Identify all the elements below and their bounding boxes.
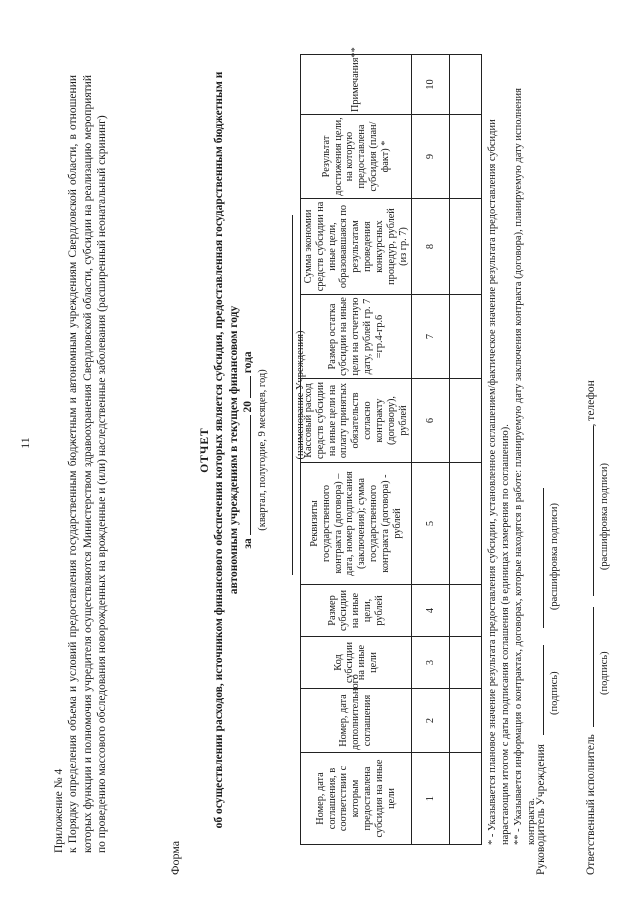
period-blank [250, 415, 251, 535]
executor-signature-notes [598, 463, 611, 695]
signature-note: (подпись) [549, 671, 560, 715]
table-header-cell: Номер, дата соглашения, в соответствии с которым предоставлена субсидия на иные цели [301, 753, 412, 845]
footnotes [486, 55, 539, 845]
column-number: 8 [412, 199, 450, 295]
table-cell [450, 637, 482, 689]
table-header-cell: Код субсидии на иные цели [301, 637, 412, 689]
table-cell [450, 689, 482, 753]
column-number: 5 [412, 463, 450, 585]
executor-signature-line: Ответственный исполнитель , телефон [585, 380, 597, 875]
appendix-block [52, 75, 110, 853]
table-cell [450, 585, 482, 637]
executor-decryption-blank [593, 426, 594, 596]
table-header-cell: Номер, дата дополнительного соглашения [301, 689, 412, 753]
table-header-cell: Примечания** [301, 55, 412, 115]
footnote-2: ** - Указывается информация о контрактах, договорах, которые находятся в работе: планируемую дату заключения контракта (договора), планируемую дату исполнения контракта. [513, 88, 538, 845]
table-header-cell: Размер остатка субсидии на иные цели на отчетную дату, рублей гр. 7 =гр.4-гр.6 [301, 295, 412, 379]
head-label: Руководитель Учреждения [535, 744, 547, 875]
table-cell [450, 463, 482, 585]
report-title: ОТЧЕТ [199, 427, 211, 473]
head-signature-notes [548, 503, 561, 715]
signature-note: (подпись) [599, 651, 610, 695]
decryption-note: (расшифровка подписи) [599, 462, 610, 571]
table-cell [450, 199, 482, 295]
signature-blank [543, 645, 544, 735]
page-number: 11 [18, 437, 32, 449]
report-subtitle: об осуществлении расходов, источником финансового обеспечения которых является субсидия, предоставленная государственным бюджетным и автономным учреждениям в текущем финансовом году [213, 71, 240, 829]
decryption-blank [543, 488, 544, 628]
table-cell [450, 115, 482, 199]
report-table [300, 47, 482, 845]
table-header-cell: Реквизиты государственного контракта (договора) – дата, номер подписания (заключения); сумма государственного контракта (договора) - рублей [301, 463, 412, 585]
table-row [450, 55, 482, 845]
executor-label: Ответственный исполнитель [585, 734, 597, 875]
period-year-suffix: года [242, 351, 255, 374]
table-cell [450, 379, 482, 463]
column-number: 9 [412, 115, 450, 199]
column-number: 2 [412, 689, 450, 753]
year-blank [250, 376, 251, 398]
table-header-cell: Размер субсидии на иные цели, рублей [301, 585, 412, 637]
report-heading-block [198, 55, 269, 845]
table-cell [450, 295, 482, 379]
table-cell [450, 753, 482, 845]
phone-label: телефон [585, 380, 597, 421]
period-prefix: за [242, 538, 255, 549]
report-period [241, 55, 255, 845]
appendix-title: Приложение № 4 [53, 768, 65, 853]
column-number: 7 [412, 295, 450, 379]
column-number: 10 [412, 55, 450, 115]
table-header-cell: Кассовый расход средств субсидии на иные цели на оплату принятых обязательств согласно контракту (договору), рублей [301, 379, 412, 463]
column-number: 3 [412, 637, 450, 689]
period-year-prefix: 20 [242, 401, 255, 413]
period-note: (квартал, полугодие, 9 месяцев, год) [256, 369, 268, 531]
footnote-1: * - Указывается плановое значение результата предоставления субсидии, установленное соглашением/фактическое значение результата предоставления субсидии нарастающим итогом с даты подписания соглашения (в единицах измерения по соглашению). [487, 119, 512, 845]
column-number: 4 [412, 585, 450, 637]
form-label: Форма [168, 840, 182, 875]
column-number: 1 [412, 753, 450, 845]
table-header-cell: Результат достижения цели, на которую предоставлена субсидия (план/факт) * [301, 115, 412, 199]
table-header-cell: Сумма экономии средств субсидии на иные цели, образовавшаяся по результатам проведения конкурсных процедур, рублей (из гр. 7) [301, 199, 412, 295]
table-cell [450, 55, 482, 115]
institution-note: (наименование Учреждения) [292, 215, 307, 575]
appendix-text: к Порядку определения объема и условий предоставления государственным бюджетным и автономным учреждениям Свердловской области, в отношении которых функции и полномочия учредителя осуществляются Министерством здравоохранения Свердловской области, субсидии на реализацию мероприятий по проведению массового обследования новорожденных на врожденные и (или) наследственные заболевания (расширенный неонатальный скрининг) [67, 75, 109, 853]
column-number-row [412, 55, 450, 845]
decryption-note: (расшифровка подписи) [549, 502, 560, 611]
executor-signature-blank [593, 607, 594, 727]
head-signature-line [534, 488, 548, 875]
column-number: 6 [412, 379, 450, 463]
table-header-row [301, 55, 412, 845]
